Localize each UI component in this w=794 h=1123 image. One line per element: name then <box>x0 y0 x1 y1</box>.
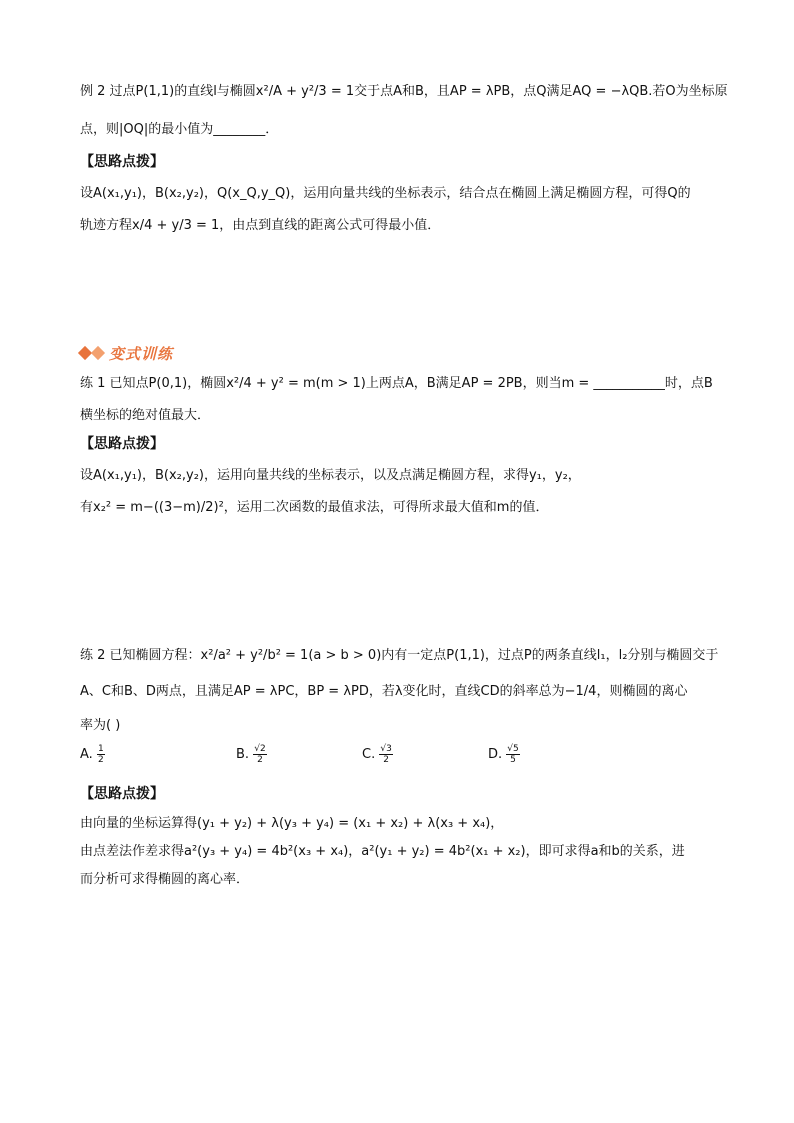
choice-b: B. $\frac{√2}{2}$ <box>236 744 266 765</box>
example2-question-line2: 点，则|OQ|的最小值为________． <box>80 122 279 137</box>
example2-hint-line2: 轨迹方程x/4 + y/3 = 1，由点到直线的距离公式可得最小值． <box>80 218 441 233</box>
practice1-hint-line1: 设A(x₁,y₁)，B(x₂,y₂)，运用向量共线的坐标表示，以及点满足椭圆方程，求得y₁，y₂， <box>80 468 581 483</box>
section-banner <box>80 342 173 364</box>
practice2-hint-heading: 【思路点拨】 <box>80 786 164 802</box>
choice-a: A. $\frac{1}{2}$ <box>80 744 104 765</box>
practice1-hint-line2: 有x₂² = m−((3−m)/2)²，运用二次函数的最值求法，可得所求最大值和m的值． <box>80 500 549 515</box>
example2-hint-line1: 设A(x₁,y₁)，B(x₂,y₂)，Q(x_Q,y_Q)，运用向量共线的坐标表示，结合点在椭圆上满足椭圆方程，可得Q的 <box>80 186 691 201</box>
section-title: 变式训练 <box>109 344 174 363</box>
practice2-hint-line2: 由点差法作差求得a²(y₃ + y₄) = 4b²(x₃ + x₄)，a²(y₁ + y₂) = 4b²(x₁ + x₂)，即可求得a和b的关系，进 <box>80 844 685 859</box>
example2-question-line1: 例 2 过点P(1,1)的直线l与椭圆x²/A + y²/3 = 1交于点A和B，且AP = λPB，点Q满足AQ = −λQB.若O为坐标原 <box>80 84 728 99</box>
practice2-hint-line1: 由向量的坐标运算得(y₁ + y₂) + λ(y₃ + y₄) = (x₁ + x₂) + λ(x₃ + x₄)， <box>80 816 504 831</box>
practice1-hint-heading: 【思路点拨】 <box>80 436 164 452</box>
practice2-hint-line3: 而分析可求得椭圆的离心率． <box>80 872 250 887</box>
practice1-question-line1: 练 1 已知点P(0,1)，椭圆x²/4 + y² = m(m > 1)上两点A，B满足AP = 2PB，则当m = ___________时，点B <box>80 376 713 391</box>
practice2-question-line3: 率为( ) <box>80 718 121 733</box>
practice2-question-line2: A、C和B、D两点，且满足AP = λPC，BP = λPD，若λ变化时，直线CD的斜率总为−1/4，则椭圆的离心 <box>80 684 688 699</box>
choice-d: D. $\frac{√5}{5}$ <box>488 744 519 765</box>
practice2-question-line1: 练 2 已知椭圆方程：x²/a² + y²/b² = 1(a > b > 0)内有一定点P(1,1)，过点P的两条直线l₁，l₂分别与椭圆交于 <box>80 648 719 663</box>
practice1-question-line2: 横坐标的绝对值最大． <box>80 408 211 423</box>
diamond-icon-secondary <box>91 346 105 360</box>
example2-hint-heading: 【思路点拨】 <box>80 154 164 170</box>
choice-c: C. $\frac{√3}{2}$ <box>362 744 392 765</box>
